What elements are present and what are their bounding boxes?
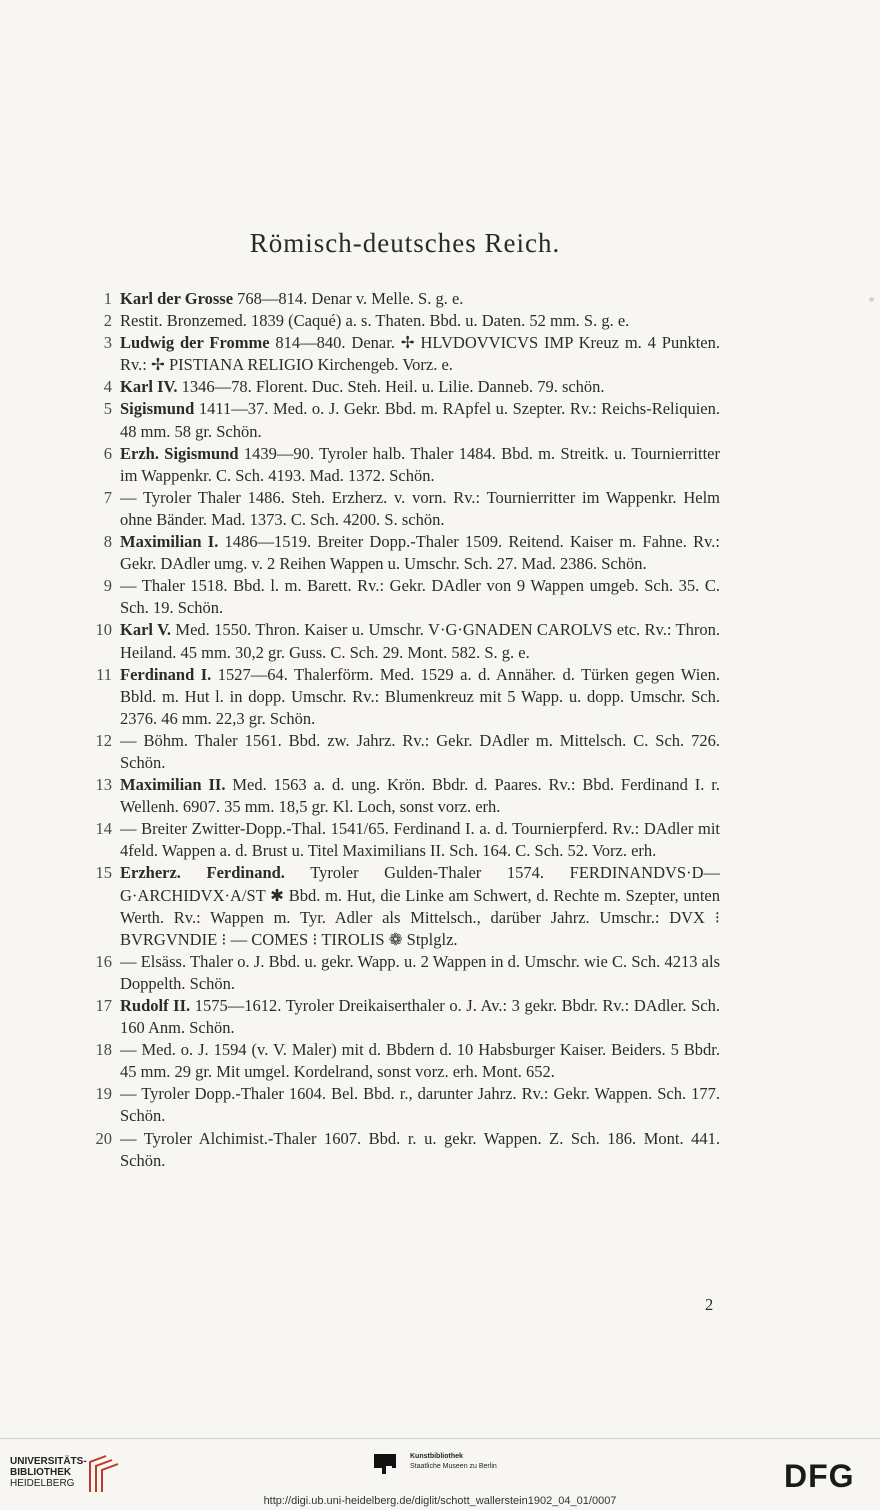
catalog-entry [70, 332, 720, 376]
entry-number: 16 [95, 951, 112, 971]
entry-number: 13 [95, 775, 112, 795]
entry-text: 1411—37. Med. o. J. Gekr. Bbd. m. RApfel u. Szepter. Rv.: Reichs-Reliquien. 48 mm. 58 gr. Schön. [120, 399, 720, 441]
paper-stain [869, 297, 874, 302]
catalog-entry [70, 487, 720, 531]
catalog-entry [70, 531, 720, 575]
catalog-entry [70, 995, 720, 1039]
entry-ruler-name: Maximilian II. [120, 775, 226, 795]
entry-number: 10 [95, 620, 112, 640]
permalink-url[interactable]: http://digi.ub.uni-heidelberg.de/diglit/schott_wallerstein1902_04_01/0007 [263, 1495, 617, 1507]
entry-text: — Böhm. Thaler 1561. Bbd. zw. Jahrz. Rv.: Gekr. DAdler m. Mittelsch. C. Sch. 726. Schön. [120, 730, 720, 772]
entry-description [120, 1128, 720, 1172]
entry-number: 19 [95, 1084, 112, 1104]
kunstbibliothek-logo-icon [374, 1452, 400, 1476]
kunstbibliothek-text [410, 1452, 497, 1472]
entry-number: 15 [95, 863, 112, 883]
university-library-logo[interactable] [10, 1456, 87, 1489]
entry-description [120, 730, 720, 774]
dfg-logo-text: DFG [784, 1460, 855, 1490]
catalog-entry [70, 443, 720, 487]
entry-ruler-name: Sigismund [120, 399, 195, 419]
entry-text: 768—814. Denar v. Melle. S. g. e. [233, 289, 464, 308]
entry-text: 814—840. Denar. ✢ HLVDOVVICVS IMP Kreuz m. 4 Punkten. Rv.: ✢ PISTIANA RELIGIO Kirchengeb. Vorz. e. [120, 333, 720, 375]
entry-description [120, 310, 720, 332]
entry-description [120, 995, 720, 1039]
entry-text: — Med. o. J. 1594 (v. V. Maler) mit d. Bbdern d. 10 Habsburger Kaiser. Beiders. 5 Bbdr. 45 mm. 29 gr. Mit umgel. Kordelrand, sonst vorz. erh. Mont. 652. [120, 1040, 720, 1082]
entry-text: Restit. Bronzemed. 1839 (Caqué) a. s. Thaten. Bbd. u. Daten. 52 mm. S. g. e. [120, 311, 630, 331]
entry-description [120, 398, 720, 442]
entry-description [120, 619, 720, 663]
entry-description [120, 951, 720, 995]
catalog-entry [70, 1039, 720, 1083]
entry-text: — Tyroler Thaler 1486. Steh. Erzherz. v. vorn. Rv.: Tournierritter im Wappenkr. Helm ohne Bänder. Mad. 1373. C. Sch. 4200. S. schön. [120, 487, 720, 529]
entry-number: 12 [95, 730, 112, 750]
uni-logo-line1: UNIVERSITÄTS- [10, 1456, 87, 1467]
kb-subtitle: Staatliche Museen zu Berlin [410, 1463, 497, 1470]
catalog-entry [70, 862, 720, 950]
entry-description [120, 1083, 720, 1127]
catalog-entry [70, 951, 720, 995]
dfg-logo[interactable] [782, 1460, 872, 1490]
entry-description [120, 288, 720, 310]
entry-description [120, 575, 720, 619]
footer-divider [0, 1438, 880, 1439]
catalog-entry [70, 818, 720, 862]
catalog-entry [70, 664, 720, 730]
entry-text: Med. 1550. Thron. Kaiser u. Umschr. V·G·GNADEN CAROLVS etc. Rv.: Thron. Heiland. 45 mm. 30,2 gr. Guss. C. Sch. 29. Mont. 582. S. g. e. [120, 620, 720, 662]
catalog-entry [70, 288, 720, 310]
catalog-entry [70, 774, 720, 818]
entry-number: 7 [103, 487, 112, 507]
catalog-entry [70, 1128, 720, 1172]
entry-description [120, 1039, 720, 1083]
entry-ruler-name: Karl der Grosse [120, 289, 234, 308]
footer [0, 1438, 880, 1510]
entry-text: — Tyroler Alchimist.-Thaler 1607. Bbd. r. u. gekr. Wappen. Z. Sch. 186. Mont. 441. Schön. [120, 1128, 720, 1170]
entry-ruler-name: Maximilian I. [120, 532, 219, 552]
entry-number: 3 [103, 333, 112, 353]
entry-description [120, 774, 720, 818]
kb-name: Kunstbibliothek [410, 1453, 463, 1460]
entry-ruler-name: Ludwig der Fromme [120, 333, 270, 353]
entry-number: 18 [95, 1040, 112, 1060]
entry-ruler-name: Erzh. Sigismund [120, 443, 239, 463]
entry-ruler-name: Rudolf II. [120, 996, 191, 1015]
catalog-entries [70, 288, 720, 1172]
entry-ruler-name: Erzherz. Ferdinand. [120, 863, 285, 883]
entry-ruler-name: Ferdinand I. [120, 664, 212, 684]
entry-text: 1346—78. Florent. Duc. Steh. Heil. u. Lilie. Danneb. 79. schön. [177, 377, 605, 397]
catalog-entry [70, 1083, 720, 1127]
entry-description [120, 531, 720, 575]
entry-number: 11 [96, 664, 112, 684]
entry-number: 17 [95, 996, 112, 1015]
entry-description [120, 862, 720, 950]
entry-text: — Breiter Zwitter-Dopp.-Thal. 1541/65. Ferdinand I. a. d. Tournierpferd. Rv.: DAdler mit 4feld. Wappen a. d. Brust u. Titel Maximilians II. Sch. 164. C. Sch. 52. Vorz. erh. [120, 819, 720, 861]
uni-logo-line2: BIBLIOTHEK [10, 1467, 72, 1478]
catalog-entry [70, 619, 720, 663]
entry-text: Med. 1563 a. d. ung. Krön. Bbdr. d. Paares. Rv.: Bbd. Ferdinand I. r. Wellenh. 6907. 35 mm. 18,5 gr. Kl. Loch, sonst vorz. erh. [120, 775, 720, 817]
entry-text: 1486—1519. Breiter Dopp.-Thaler 1509. Reitend. Kaiser m. Fahne. Rv.: Gekr. DAdler umg. v. 2 Reihen Wappen u. Umschr. Sch. 27. Mad. 2386. Schön. [120, 532, 720, 574]
page-title: Römisch-deutsches Reich. [249, 228, 561, 258]
entry-number: 14 [95, 819, 112, 839]
entry-description [120, 664, 720, 730]
entry-number: 2 [103, 311, 112, 331]
entry-number: 9 [103, 576, 112, 596]
entry-number: 20 [95, 1128, 112, 1148]
uni-logo-line3: HEIDELBERG [10, 1478, 75, 1489]
entry-text: — Thaler 1518. Bbd. l. m. Barett. Rv.: Gekr. DAdler von 9 Wappen umgeb. Sch. 35. C. Sch. 19. Schön. [120, 576, 720, 618]
entry-number: 4 [103, 377, 112, 397]
entry-number: 5 [103, 399, 112, 419]
entry-number: 8 [103, 532, 112, 552]
catalog-entry [70, 398, 720, 442]
entry-description [120, 487, 720, 531]
catalog-entry [70, 310, 720, 332]
entry-ruler-name: Karl IV. [120, 377, 178, 397]
university-mark-icon [86, 1452, 122, 1496]
entry-text: 1439—90. Tyroler halb. Thaler 1484. Bbd. m. Streitk. u. Tournierritter im Wappenkr. C. Sch. 4193. Mad. 1372. Schön. [120, 443, 720, 485]
entry-number: 6 [103, 443, 112, 463]
entry-text: 1575—1612. Tyroler Dreikaiserthaler o. J. Av.: 3 gekr. Bbdr. Rv.: DAdler. Sch. 160 Anm. Schön. [120, 996, 720, 1038]
catalog-entry [70, 575, 720, 619]
entry-text: — Tyroler Dopp.-Thaler 1604. Bel. Bbd. r., darunter Jahrz. Rv.: Gekr. Wappen. Sch. 177. Schön. [120, 1084, 720, 1126]
catalog-entry [70, 376, 720, 398]
catalog-entry [70, 730, 720, 774]
entry-text: Tyroler Gulden-Thaler 1574. FERDINANDVS·D—G·ARCHIDVX·A/ST ✱ Bbd. m. Hut, die Linke am Schwert, d. Rechte m. Szepter, unten Werth. Rv.: Wappen m. Tyr. Adler als Mittelsch., darüber Jahrz. Umschr.: DVX ⁝ BVRGVNDIE ⁝ — COMES ⁝ TIROLIS ❁ Stplglz. [120, 863, 720, 949]
entry-ruler-name: Karl V. [120, 620, 172, 640]
entry-description [120, 818, 720, 862]
entry-description [120, 332, 720, 376]
entry-text: 1527—64. Thalerförm. Med. 1529 a. d. Annäher. d. Türken gegen Wien. Bbld. m. Hut l. in dopp. Umschr. Rv.: Blumenkreuz mit 5 Wapp. u. dopp. Umschr. Sch. 2376. 46 mm. 22,3 gr. Schön. [120, 664, 720, 728]
entry-text: — Elsäss. Thaler o. J. Bbd. u. gekr. Wapp. u. 2 Wappen in d. Umschr. wie C. Sch. 4213 als Doppelth. Schön. [120, 951, 720, 993]
entry-description [120, 443, 720, 487]
page-number: 2 [705, 1295, 714, 1314]
entry-number: 1 [103, 289, 112, 308]
entry-description [120, 376, 720, 398]
